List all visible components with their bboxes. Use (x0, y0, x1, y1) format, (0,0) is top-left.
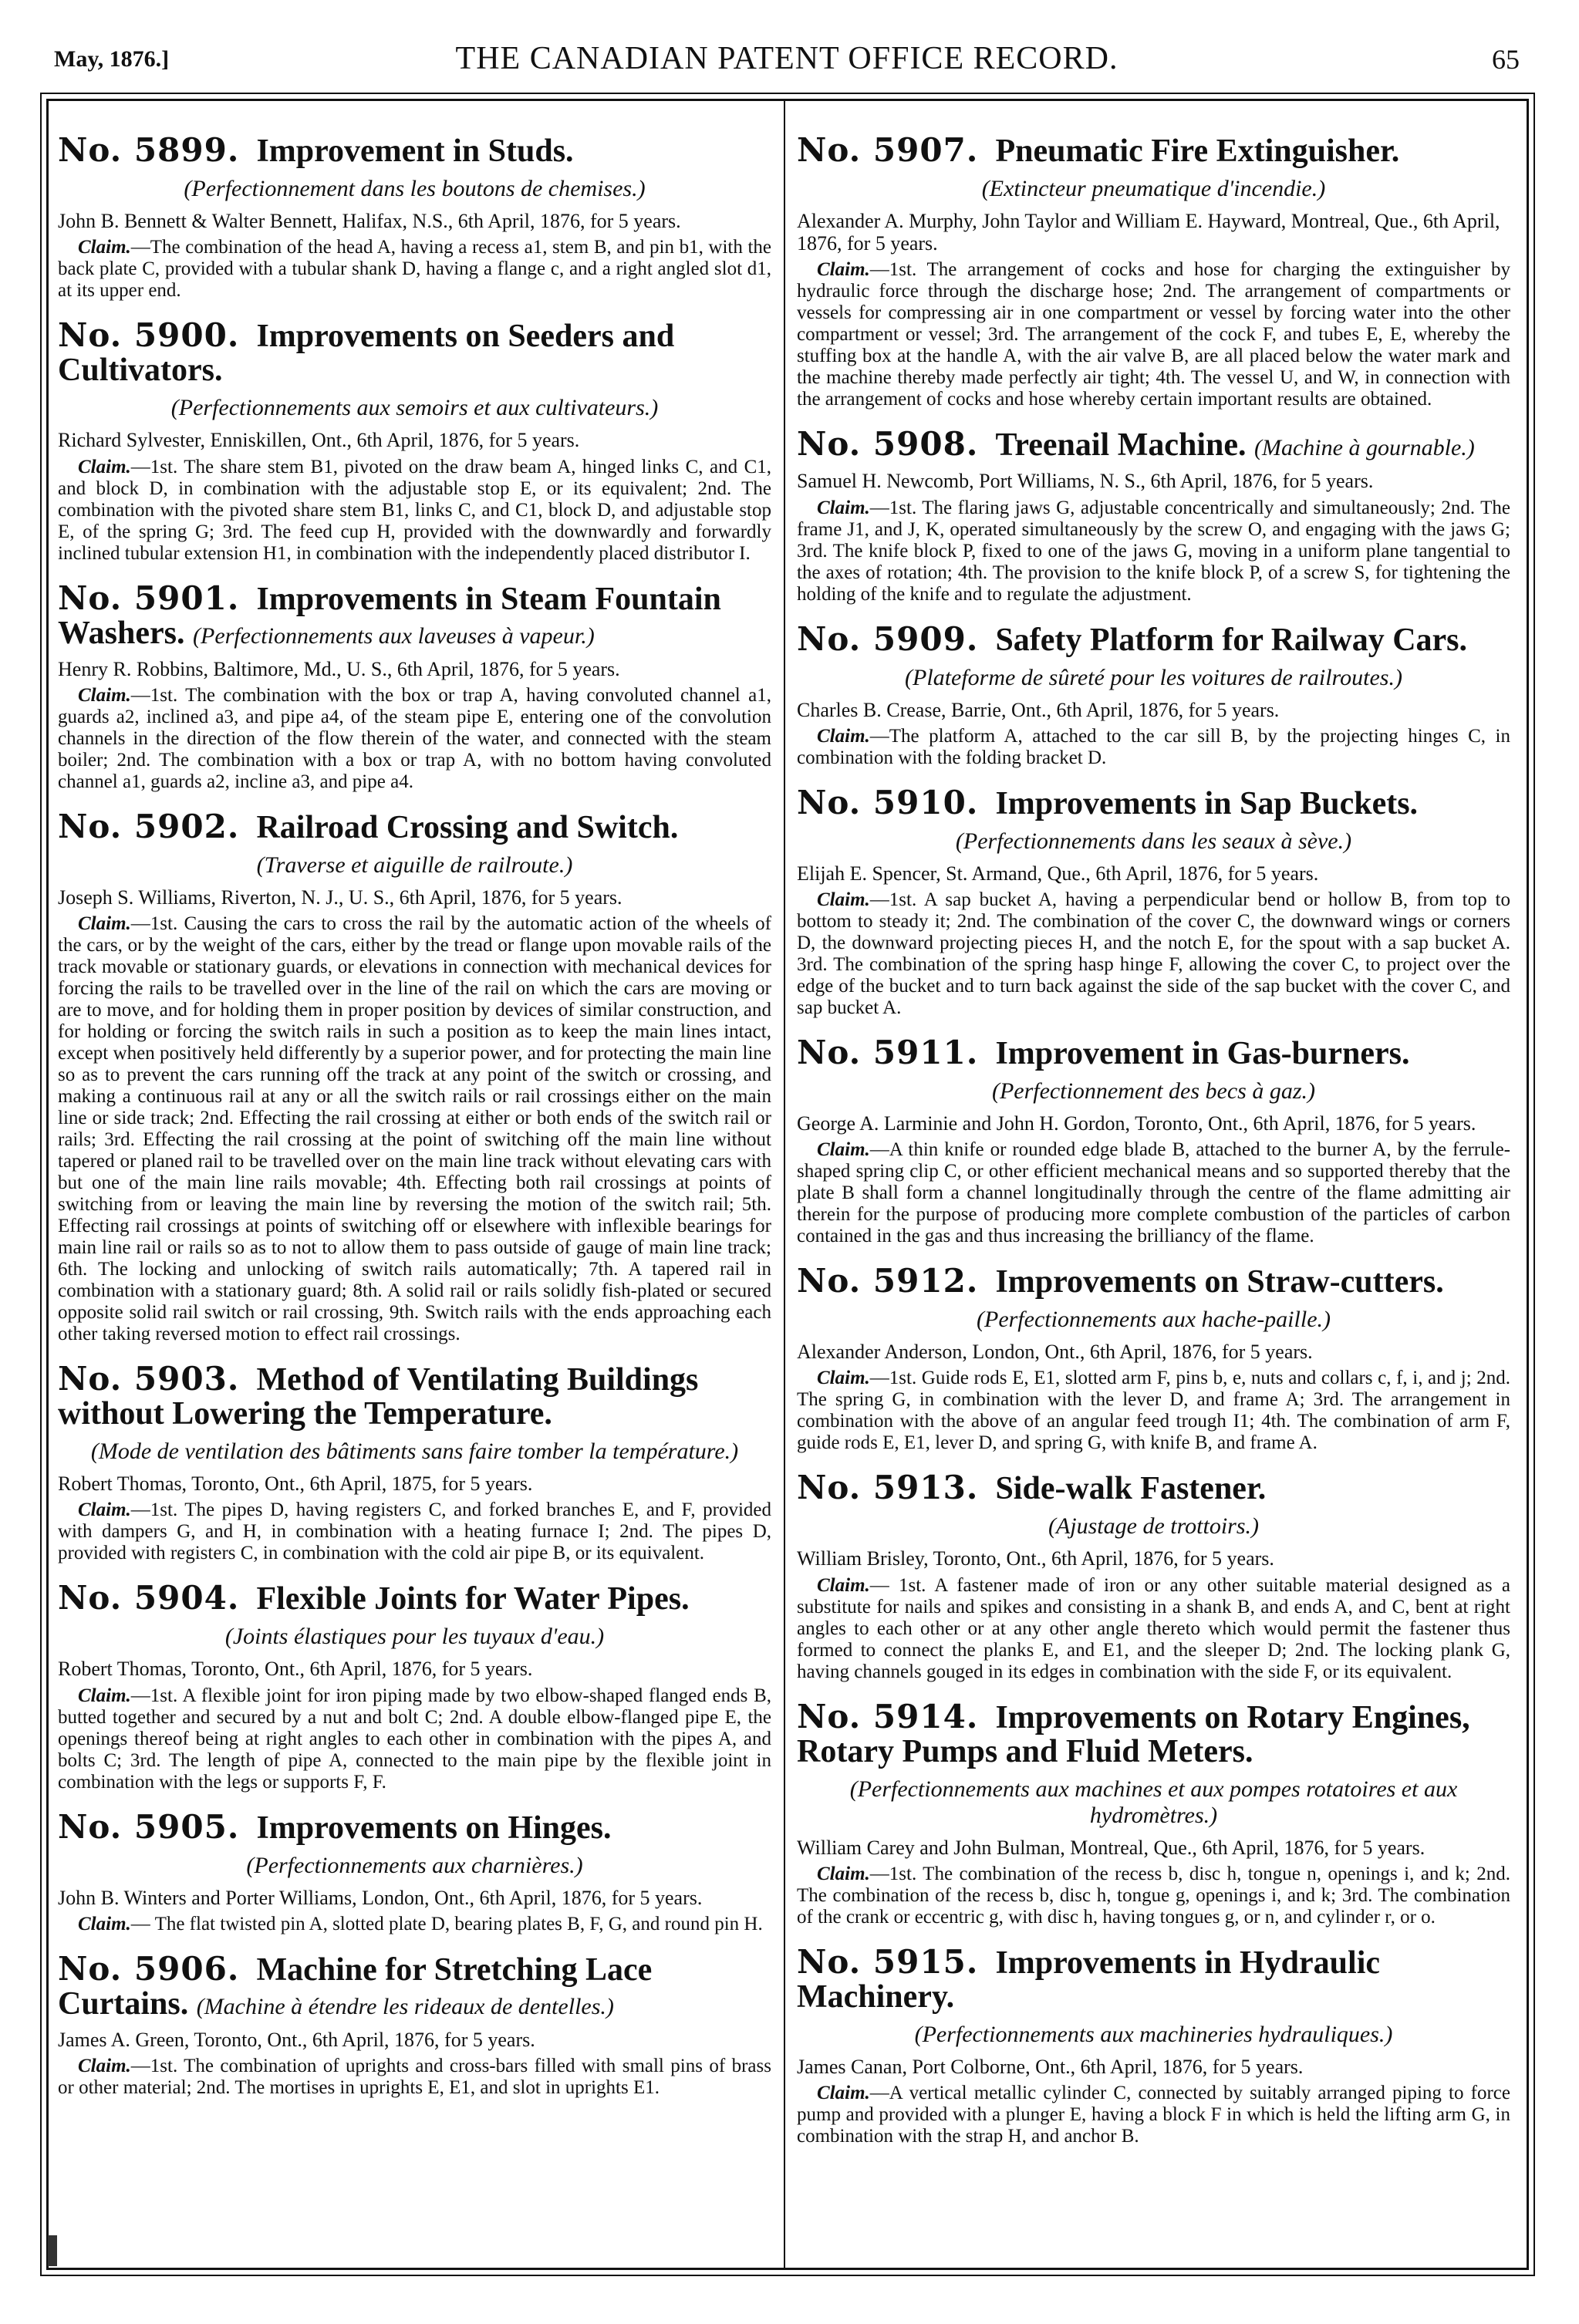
claim-label: Claim. (78, 1685, 131, 1706)
patent-entry (58, 133, 771, 302)
claim-label: Claim. (78, 1913, 131, 1934)
inventor-line: William Brisley, Toronto, Ont., 6th April, 1876, for 5 years. (797, 1547, 1274, 1570)
patent-entry (797, 1264, 1510, 1454)
claim-body: —A thin knife or rounded edge blade B, attached to the burner A, by the ferrule-shaped spring clip C, or other efficient mechanical means and so supported thereby that the plate B shall form a channel longitudinally through the centre of the flame admitting air therein for the purpose of producing more complete combustion of the particles of carbon contained in the gas and thus increasing the brilliancy of the flame. (797, 1139, 1510, 1247)
patent-title-line (797, 1033, 1510, 1071)
patent-number: No. 5907. (797, 133, 979, 169)
claim-text (797, 259, 1510, 410)
patent-number: No. 5905. (58, 1807, 240, 1846)
patent-title: Machine for Stretching Lace Curtains. (58, 1951, 653, 2022)
patent-entry (58, 807, 771, 1345)
inventor-line: Charles B. Crease, Barrie, Ont., 6th April, 1876, for 5 years. (797, 698, 1280, 721)
claim-label: Claim. (817, 1139, 870, 1161)
patent-title-line (797, 1942, 1510, 2015)
french-title: (Joints élastiques pour les tuyaux d'eau.) (224, 1624, 605, 1650)
page-frame (46, 99, 1529, 2270)
patent-entry (797, 1942, 1510, 2147)
patent-entry (58, 316, 771, 564)
patent-title-line (797, 1471, 1510, 1506)
patent-title-line (58, 1362, 771, 1431)
patent-entry (797, 619, 1510, 769)
patent-title: Improvements on Rotary Engines, Rotary Pumps and Fluid Meters. (797, 1699, 1470, 1769)
claim-body: —1st. The combination with the box or trap A, having convoluted channel a1, guards a2, inclined a3, and pipe a4, of the steam pipe E, entering one of the convolution channels in the direction of the flow therein of the water, and connected with the steam boiler; 2nd. The combination with a box or trap A, with no bottom having convoluted channel a1, guards a2, incline a3, and pipe a4. (58, 684, 771, 792)
patent-title: Improvements in Hydraulic Machinery. (797, 1945, 1381, 2015)
claim-text (58, 1499, 771, 1564)
patent-entry (58, 1807, 771, 1935)
patent-entry (797, 1471, 1510, 1682)
french-title: (Perfectionnements aux machineries hydrauliques.) (914, 2022, 1393, 2048)
french-title: (Machine à gournable.) (1254, 435, 1475, 461)
inventor-line: James A. Green, Toronto, Ont., 6th April, 1876, for 5 years. (58, 2028, 535, 2051)
column-divider (784, 101, 785, 2268)
claim-text (797, 2083, 1510, 2147)
claim-label: Claim. (78, 456, 131, 477)
patent-title: Improvements in Steam Fountain Washers. (58, 581, 721, 651)
claim-text (797, 1368, 1510, 1454)
claim-body: —The platform A, attached to the car sill B, by the projecting hinges C, in combination with the folding bracket D. (797, 725, 1510, 768)
french-title: (Perfectionnements aux machines et aux pompes rotatoires et aux hydromètres.) (849, 1776, 1458, 1828)
claim-label: Claim. (78, 1499, 131, 1521)
patent-title-line (58, 133, 771, 168)
claim-body: —1st. The flaring jaws G, adjustable concentrically and simultaneously; 2nd. The frame J1, and J, K, operated simultaneously by the screw O, and engaging with the jaws G; 3rd. The knife block P, fixed to one of the jaws G, moving in a uniform plane tangential to the axes of rotation; 4th. The provision to the knife block P, of a screw S, for tightening the holding of the knife and to regulate the adjustment. (797, 497, 1510, 605)
patent-title-line (797, 427, 1510, 462)
claim-label: Claim. (817, 1863, 870, 1884)
patent-entry (58, 1362, 771, 1564)
claim-text (797, 889, 1510, 1019)
patent-title: Improvements in Sap Buckets. (995, 785, 1419, 821)
patent-number: No. 5912. (797, 1262, 979, 1300)
patent-title: Side-walk Fastener. (995, 1471, 1267, 1507)
french-title: (Mode de ventilation des bâtiments sans faire tomber la température.) (90, 1439, 739, 1465)
patent-number: No. 5910. (797, 783, 979, 821)
patent-number: No. 5911. (797, 1033, 979, 1071)
claim-label: Claim. (817, 725, 870, 747)
inventor-line: Robert Thomas, Toronto, Ont., 6th April, 1876, for 5 years. (58, 1658, 533, 1681)
patent-title-line (58, 1581, 771, 1616)
claim-label: Claim. (78, 684, 131, 706)
patent-title: Improvement in Studs. (256, 133, 574, 169)
claim-text (797, 1575, 1510, 1683)
french-title: (Perfectionnement dans les boutons de chemises.) (184, 176, 646, 202)
claim-body: —1st. A sap bucket A, having a perpendicular bend or hollow B, from top to bottom to steady it; 2nd. The combination of the cover C, the downward wings or corners D, the downward projecting pieces H, and the notch E, for the spout with a sap bucket A. 3rd. The combination of the spring hasp hinge F, allowing the cover C, to project over the edge of the bucket and to turn back against the side of the sap bucket with the cover C, and sap bucket A. (797, 889, 1510, 1018)
claim-text (797, 498, 1510, 605)
left-column (58, 133, 771, 2252)
claim-text (58, 1685, 771, 1793)
claim-body: —1st. The share stem B1, pivoted on the draw beam A, hinged links C, and C1, and block D, in combination with the adjustable stop E, or its equivalent; 2nd. The combination with the pivoted share stem B1, links C, and C1, block D, and adjustable stop E, of the spring G; 3rd. The feed cup H, provided with the downwardly and forwardly inclined tubular extension H1, in combination with the independently placed distributor I. (58, 456, 771, 564)
patent-number: No. 5909. (797, 619, 979, 658)
inventor-line: Elijah E. Spencer, St. Armand, Que., 6th April, 1876, for 5 years. (797, 862, 1319, 885)
french-title: (Machine à étendre les rideaux de dentelles.) (196, 1993, 614, 2019)
patent-entry (797, 427, 1510, 605)
claim-text (797, 1864, 1510, 1928)
claim-body: — The flat twisted pin A, slotted plate D, bearing plates B, F, G, and round pin H. (130, 1913, 763, 1934)
claim-label: Claim. (817, 1574, 870, 1596)
patent-title-line (58, 807, 771, 845)
claim-label: Claim. (817, 259, 870, 281)
claim-text (58, 457, 771, 565)
claim-label: Claim. (817, 1368, 870, 1389)
inventor-line: John B. Winters and Porter Williams, London, Ont., 6th April, 1876, for 5 years. (58, 1886, 703, 1909)
patent-title-line (58, 1949, 771, 2022)
inventor-line: Joseph S. Williams, Riverton, N. J., U. S., 6th April, 1876, for 5 years. (58, 885, 622, 909)
french-title: (Ajustage de trottoirs.) (1048, 1513, 1260, 1540)
patent-number: No. 5906. (58, 1949, 240, 1988)
patent-title-line (797, 1697, 1510, 1769)
claim-text (58, 913, 771, 1345)
inventor-line: John B. Bennett & Walter Bennett, Halifax, N.S., 6th April, 1876, for 5 years. (58, 210, 681, 233)
claim-body: —1st. Causing the cars to cross the rail by the automatic action of the wheels of the cars, or by the weight of the cars, either by the tread or flange upon movable rails of the track movable or stationary guards, or elevations in connection with mechanical devices for forcing the rails to be travelled over in the line of the rail on which the cars are moving or are to move, and for holding them in proper position by devices of similar construction, and for holding or forcing the switch rails in such a position as to keep the main lines intact, except when positively held differently by a superior power, and for protecting the main line so as to prevent the cars running off the track at any point of the switch or crossing, and making a continuous rail at any or all the switch rails or rail crossings either on the main line or side track; 2nd. Effecting the rail crossing at either or both ends of the switch rail or rails; 3rd. Effecting the rail crossing at the point of switching off the main line without tapered or planed rail to be travelled over on the main line track without elevating cars with but one of the main line rails movable; 4th. Effecting both rail crossings at points of switching from or leaving the main line by reversing the motion of the switch rail; 5th. Effecting rail crossings at points of switching off or elsewhere with inflexible bearings for main line rail or rails so as to not to allow them to pass outside of gauge of main line track; 6th. The locking and unlocking of switch rails automatically; 7th. A tapered rail in combination with a stationary guard; 8th. A solid rail or rails solidly fish-plated or secured opposite solid rail switch or rail crossing, 9th. Switch rails with the ends approaching each other taking reversed motion to effect rail crossings. (58, 913, 771, 1344)
claim-body: —A vertical metallic cylinder C, connected by suitably arranged piping to force pump and provided with a plunger E, having a block F in which is held the lifting arm G, in combination with the strap H, and anchor B. (797, 2083, 1510, 2147)
claim-label: Claim. (78, 237, 131, 258)
inventor-line: George A. Larminie and John H. Gordon, Toronto, Ont., 6th April, 1876, for 5 years. (797, 1112, 1476, 1135)
patent-title: Railroad Crossing and Switch. (256, 809, 679, 845)
patent-title: Flexible Joints for Water Pipes. (256, 1581, 690, 1617)
patent-title-line (797, 1264, 1510, 1299)
claim-body: —1st. A flexible joint for iron piping made by two elbow-shaped flanged ends B, butted together and secured by a nut and bolt C; 2nd. A double elbow-flanged pipe E, the openings thereof being at right angles to each other in combination with the pipes A, and bolts C; 3rd. The length of pipe A, connected to the main pipe by the flexible joint in combination with the legs or supports F, F. (58, 1685, 771, 1793)
claim-body: —1st. Guide rods E, E1, slotted arm F, pins b, e, nuts and collars c, f, i, and j; 2nd. The spring G, in combination with the lever D, and frame A; 3rd. The arrangement in combination with the above of an angular feed trough I1; 4th. The combination of arm F, guide rods E, E1, lever D, and spring G, with knife B, and frame A. (797, 1368, 1510, 1454)
patent-title-line (58, 578, 771, 651)
french-title: (Extincteur pneumatique d'incendie.) (981, 176, 1326, 202)
claim-label: Claim. (78, 2056, 131, 2076)
claim-body: —The combination of the head A, having a recess a1, stem B, and pin b1, with the back plate C, provided with a tubular shank D, having a flange c, and a right angled slot d1, at its upper end. (58, 237, 771, 302)
patent-title-line (797, 133, 1510, 168)
patent-number: No. 5901. (58, 578, 240, 617)
patent-entry (797, 1033, 1510, 1247)
patent-entry (797, 783, 1510, 1019)
patent-number: No. 5903. (58, 1360, 240, 1398)
inventor-line: Henry R. Robbins, Baltimore, Md., U. S., 6th April, 1876, for 5 years. (58, 657, 620, 680)
page-number: 65 (1492, 44, 1520, 75)
patent-entry (797, 133, 1510, 410)
claim-label: Claim. (817, 889, 870, 910)
right-column (797, 133, 1510, 2252)
patent-title-line (58, 1807, 771, 1846)
patent-title-line (797, 783, 1510, 821)
patent-title: Improvement in Gas-burners. (995, 1035, 1410, 1071)
french-title: (Perfectionnements aux charnières.) (246, 1852, 583, 1878)
inventor-line: Alexander Anderson, London, Ont., 6th April, 1876, for 5 years. (797, 1341, 1313, 1364)
patent-title: Pneumatic Fire Extinguisher. (995, 133, 1400, 169)
patent-number: No. 5902. (58, 807, 240, 845)
claim-text (58, 2056, 771, 2099)
claim-body: — 1st. A fastener made of iron or any other suitable material designed as a substitute for nails and spikes and consisting in a shank B, and ends A, and C, bent at right angles to each other or at any other angle thereto which would permit the fastener thus formed to connect the planks E, and E1, and the sleeper D; 2nd. The locking plank G, having channels gouged in its edges in combination with the side F, or its equivalent. (797, 1574, 1510, 1682)
ink-mark (48, 2235, 57, 2266)
patent-title: Improvements on Hinges. (256, 1810, 612, 1846)
claim-label: Claim. (817, 2083, 870, 2104)
inventor-line: Alexander A. Murphy, John Taylor and William E. Hayward, Montreal, Que., 6th April, 1876, for 5 years. (797, 210, 1500, 255)
patent-title-line (797, 619, 1510, 658)
claim-label: Claim. (78, 913, 131, 934)
french-title: (Perfectionnements dans les seaux à sève.) (955, 828, 1352, 854)
patent-entry (58, 1949, 771, 2099)
french-title: (Traverse et aiguille de railroute.) (256, 852, 573, 878)
inventor-line: Robert Thomas, Toronto, Ont., 6th April, 1875, for 5 years. (58, 1472, 533, 1496)
inventor-line: James Canan, Port Colborne, Ont., 6th April, 1876, for 5 years. (797, 2056, 1304, 2079)
patent-number: No. 5899. (58, 133, 240, 169)
patent-title-line (58, 316, 771, 389)
claim-text (797, 1139, 1510, 1247)
french-title: (Plateforme de sûreté pour les voitures de railroutes.) (905, 664, 1402, 690)
inventor-line: William Carey and John Bulman, Montreal, Que., 6th April, 1876, for 5 years. (797, 1836, 1425, 1859)
claim-text (58, 1914, 771, 1935)
inventor-line: Samuel H. Newcomb, Port Williams, N. S., 6th April, 1876, for 5 years. (797, 470, 1374, 493)
inventor-line: Richard Sylvester, Enniskillen, Ont., 6th April, 1876, for 5 years. (58, 429, 580, 452)
patent-number: No. 5908. (797, 425, 979, 464)
french-title: (Perfectionnements aux semoirs et aux cultivateurs.) (170, 395, 659, 421)
claim-body: —1st. The combination of the recess b, disc h, tongue n, openings i, and k; 2nd. The combination of the recess b, disc h, tongue g, openings i, and k; 3rd. The combination of the crank or eccentric g, with disc h, having tongues g, or n, and cylinder r, or o. (797, 1863, 1510, 1928)
claim-text (58, 237, 771, 302)
publication-title: THE CANADIAN PATENT OFFICE RECORD. (455, 41, 1118, 76)
patent-title: Treenail Machine. (995, 427, 1247, 464)
claim-body: —1st. The arrangement of cocks and hose for charging the extinguisher by hydraulic force through the discharge hose; 2nd. The arrangement of compartments or vessels for compressing air in one compartment or vessel by forcing water into the other compartment or vessel; 3rd. The arrangement of the cock F, and tubes E, E, whereby the stuffing box at the handle A, with the air valve B, are all placed below the water mark and the machine thereby made perfectly air tight; 4th. The vessel U, and W, in connection with the arrangement of cocks and hose whereby certain important results are obtained. (797, 259, 1510, 410)
french-title: (Perfectionnements aux hache-paille.) (977, 1307, 1331, 1333)
claim-text (797, 726, 1510, 769)
patent-number: No. 5914. (797, 1697, 979, 1735)
patent-number: No. 5900. (58, 316, 240, 355)
patent-title: Improvements on Straw-cutters. (995, 1264, 1444, 1300)
patent-entry (797, 1697, 1510, 1928)
patent-entry (58, 1581, 771, 1793)
claim-body: —1st. The pipes D, having registers C, and forked branches E, and F, provided with dampers G, and H, in combination with a heating furnace I; 2nd. The pipes D, provided with registers C, in combination with the cold air pipe B, or its equivalent. (58, 1499, 771, 1564)
claim-body: —1st. The combination of uprights and cross-bars filled with small pins of brass or other material; 2nd. The mortises in uprights E, E1, and slot in uprights E1. (58, 2056, 771, 2098)
claim-label: Claim. (817, 497, 870, 518)
patent-entry (58, 578, 771, 793)
patent-title: Safety Platform for Railway Cars. (995, 622, 1468, 658)
french-title: (Perfectionnements aux laveuses à vapeur.) (193, 622, 595, 649)
patent-number: No. 5904. (58, 1579, 240, 1617)
french-title: (Perfectionnement des becs à gaz.) (991, 1078, 1316, 1105)
patent-number: No. 5913. (797, 1469, 979, 1507)
patent-number: No. 5915. (797, 1942, 979, 1981)
patent-title: Improvements on Seeders and Cultivators. (58, 319, 675, 389)
patent-title: Method of Ventilating Buildings without Lowering the Temperature. (58, 1362, 699, 1432)
issue-date: May, 1876.] (54, 46, 170, 72)
claim-text (58, 685, 771, 793)
page-header (54, 40, 1520, 79)
